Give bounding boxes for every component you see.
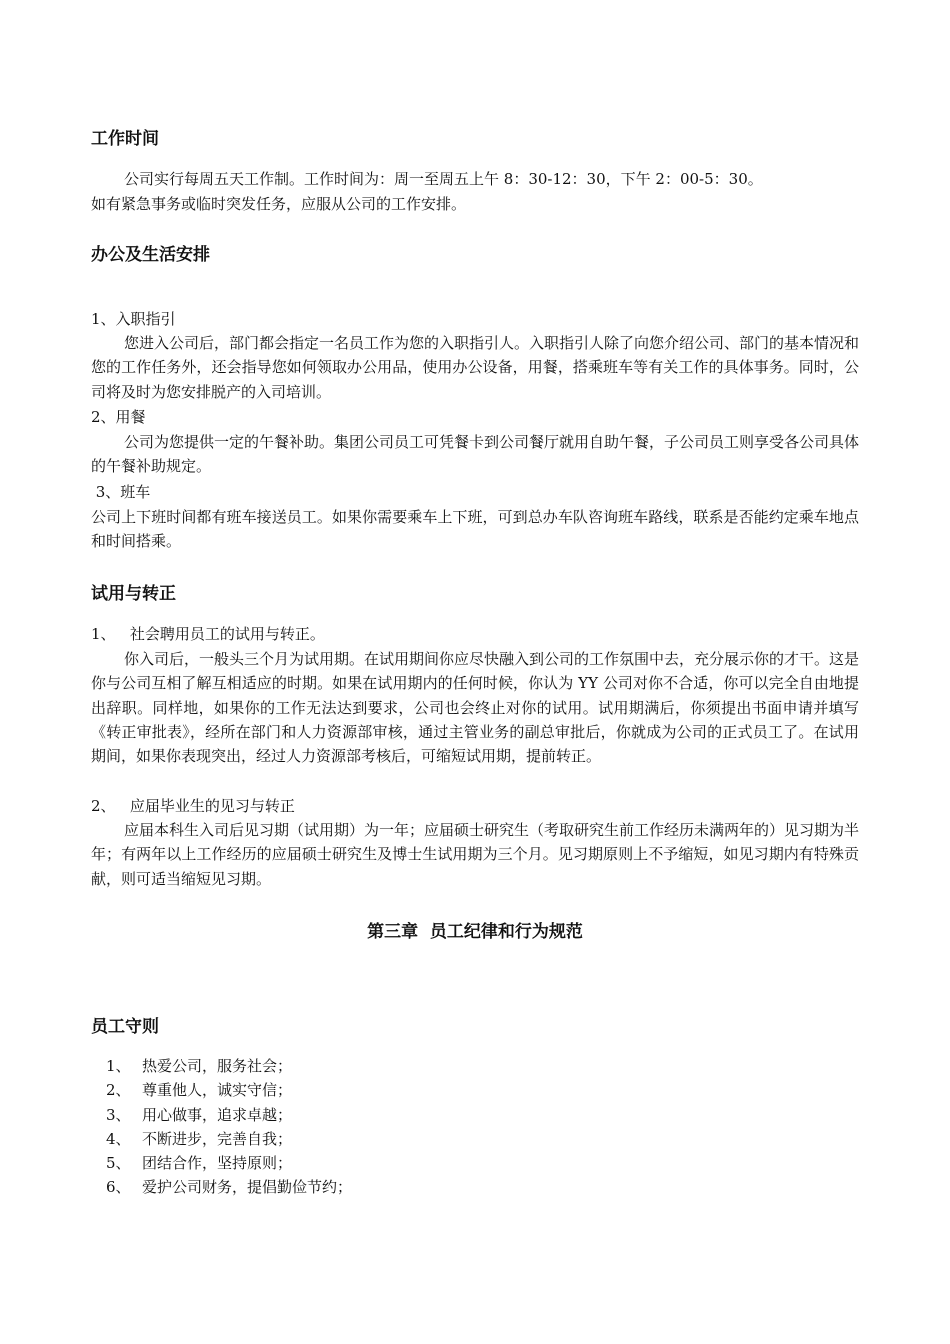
list-text: 用心做事，追求卓越； [142,1105,293,1124]
office-item3-body: 公司上下班时间都有班车接送员工。如果你需要乘车上下班，可到总办车队咨询班车路线，联系是否能约定乘车地点和时间搭乘。 [91,508,859,551]
section-title-work-time: 工作时间 [91,129,159,149]
list-number: 1、 [106,1057,131,1075]
office-item2-body: 公司为您提供一定的午餐补助。集团公司员工可凭餐卡到公司餐厅就用自助午餐，子公司员工则享受各公司具体的午餐补助规定。 [91,433,860,476]
list-text: 爱护公司财务，提倡勤俭节约； [142,1178,353,1197]
office-item2-title: 2、用餐 [91,408,146,426]
section-title-probation: 试用与转正 [91,584,176,604]
work-time-paragraph: 公司实行每周五天工作制。工作时间为：周一至周五上午 8：30-12：30，下午 2：00-5：30。 [124,170,763,188]
list-item [106,1054,352,1078]
probation-item1-title: 1、 社会聘用员工的试用与转正。 [91,625,325,643]
list-number: 6、 [106,1178,131,1197]
office-item1-title: 1、入职指引 [91,310,176,328]
section-title-rules: 员工守则 [91,1017,159,1037]
list-number: 3、 [106,1105,131,1124]
list-number: 2、 [106,1081,131,1100]
probation-item2-title: 2、 应届毕业生的见习与转正 [91,797,295,815]
list-item [106,1103,352,1127]
list-text: 尊重他人，诚实守信； [142,1081,293,1100]
list-item [106,1078,352,1102]
probation-item1-body: 你入司后，一般头三个月为试用期。在试用期间你应尽快融入到公司的工作氛围中去，充分展示你的才干。这是你与公司互相了解互相适应的时期。如果在试用期内的任何时候，你认为 YY 公司对你不合适，你可以完全自由地提出辞职。同样地，如果你的工作无法达到要求，公司也会终止对你的试用。试用期满后，你须提出书面申请并填写《转正审批表》，经所在部门和人力资源部审核，通过主管业务的副总审批后，你就成为公司的正式员工了。在试用期间，如果你表现突出，经过人力资源部考核后，可缩短试用期，提前转正。 [91,650,860,766]
rules-list [106,1054,352,1200]
work-time-note: 如有紧急事务或临时突发任务，应服从公司的工作安排。 [91,195,467,213]
list-item [106,1175,352,1199]
list-item [106,1151,352,1175]
office-item3-title: 3、班车 [91,483,151,501]
probation-item2-body: 应届本科生入司后见习期（试用期）为一年；应届硕士研究生（考取研究生前工作经历未满两年的）见习期为半年；有两年以上工作经历的应届硕士研究生及博士生试用期为三个月。见习期原则上不予缩短，如见习期内有特殊贡献，则可适当缩短见习期。 [91,821,860,888]
office-item1-body: 您进入公司后，部门都会指定一名员工作为您的入职指引人。入职指引人除了向您介绍公司、部门的基本情况和您的工作任务外，还会指导您如何领取办公用品，使用办公设备，用餐，搭乘班车等有关工作的具体事务。同时，公司将及时为您安排脱产的入司培训。 [91,334,860,401]
list-item [106,1127,352,1151]
list-number: 5、 [106,1154,131,1173]
section-title-office: 办公及生活安排 [91,245,210,265]
list-text: 热爱公司，服务社会； [142,1057,293,1075]
list-text: 不断进步，完善自我； [142,1129,293,1148]
chapter-title: 第三章 员工纪律和行为规范 [367,922,583,942]
list-text: 团结合作，坚持原则； [142,1154,293,1173]
list-number: 4、 [106,1129,131,1148]
